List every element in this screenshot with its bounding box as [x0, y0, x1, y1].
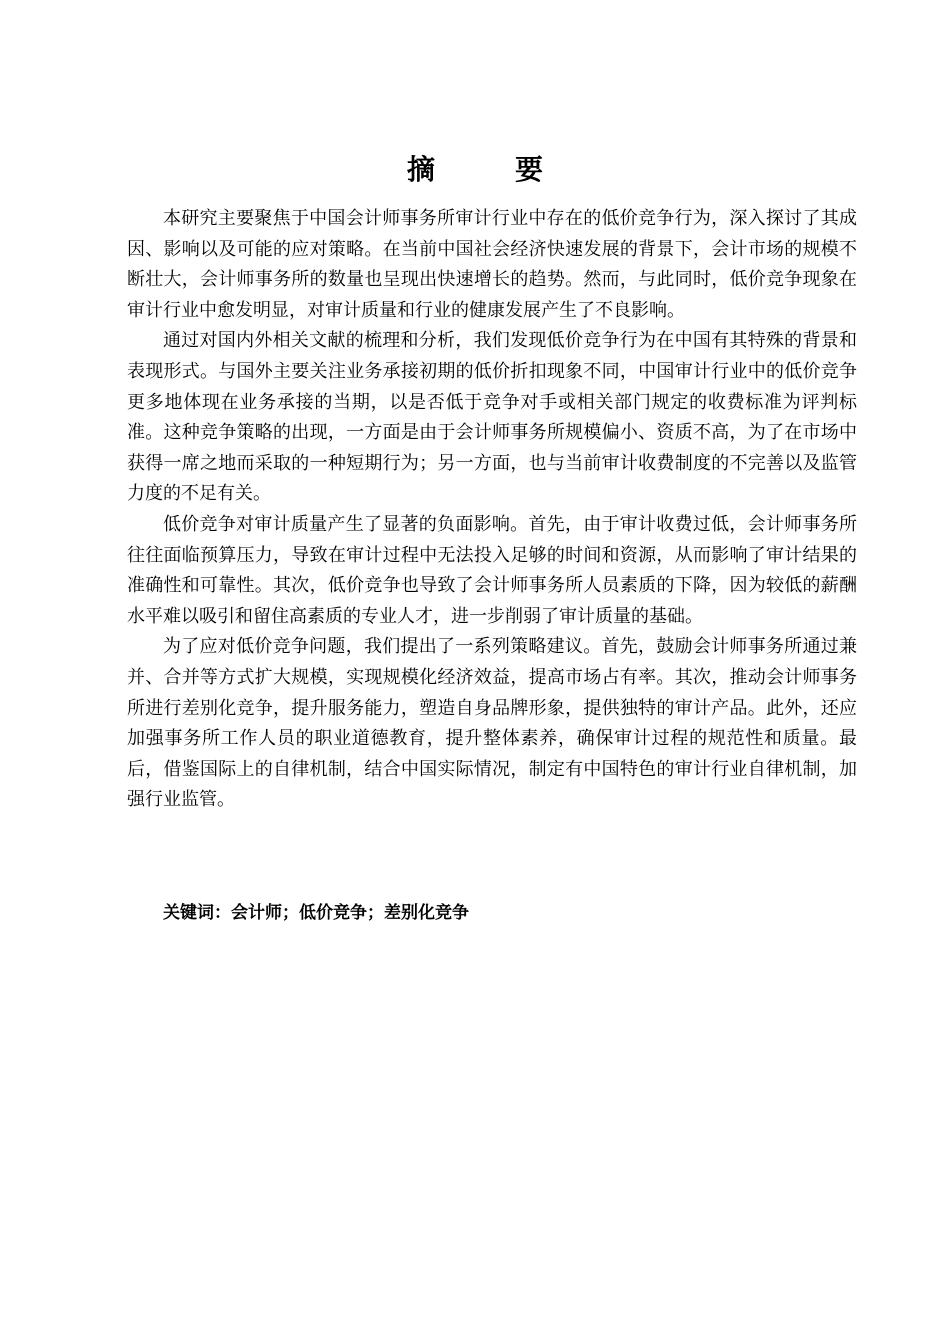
keywords-line: 关键词：会计师；低价竞争；差别化竞争: [163, 903, 469, 923]
abstract-paragraph-3: 低价竞争对审计质量产生了显著的负面影响。首先，由于审计收费过低，会计师事务所往往面临预算压力，导致在审计过程中无法投入足够的时间和资源，从而影响了审计结果的准确性和可靠性。其次，低价竞争也导致了会计师事务所人员素质的下降，因为较低的薪酬水平难以吸引和留住高素质的专业人才，进一步削弱了审计质量的基础。: [127, 513, 857, 627]
abstract-paragraph-2: 通过对国内外相关文献的梳理和分析，我们发现低价竞争行为在中国有其特殊的背景和表现形式。与国外主要关注业务承接初期的低价折扣现象不同，中国审计行业中的低价竞争更多地体现在业务承接的当期，以是否低于竞争对手或相关部门规定的收费标准为评判标准。这种竞争策略的出现，一方面是由于会计师事务所规模偏小、资质不高，为了在市场中获得一席之地而采取的一种短期行为；另一方面，也与当前审计收费制度的不完善以及监管力度的不足有关。: [127, 330, 857, 505]
abstract-paragraph-4: 为了应对低价竞争问题，我们提出了一系列策略建议。首先，鼓励会计师事务所通过兼并、合并等方式扩大规模，实现规模化经济效益，提高市场占有率。其次，推动会计师事务所进行差别化竞争，提升服务能力，塑造自身品牌形象，提供独特的审计产品。此外，还应加强事务所工作人员的职业道德教育，提升整体素养，确保审计过程的规范性和质量。最后，借鉴国际上的自律机制，结合中国实际情况，制定有中国特色的审计行业自律机制，加强行业监管。: [127, 636, 857, 811]
abstract-paragraph-1: 本研究主要聚焦于中国会计师事务所审计行业中存在的低价竞争行为，深入探讨了其成因、影响以及可能的应对策略。在当前中国社会经济快速发展的背景下，会计市场的规模不断壮大，会计师事务所的数量也呈现出快速增长的趋势。然而，与此同时，低价竞争现象在审计行业中愈发明显，对审计质量和行业的健康发展产生了不良影响。: [127, 208, 857, 321]
page-title: 摘 要: [406, 153, 569, 186]
abstract-body: [127, 204, 857, 816]
